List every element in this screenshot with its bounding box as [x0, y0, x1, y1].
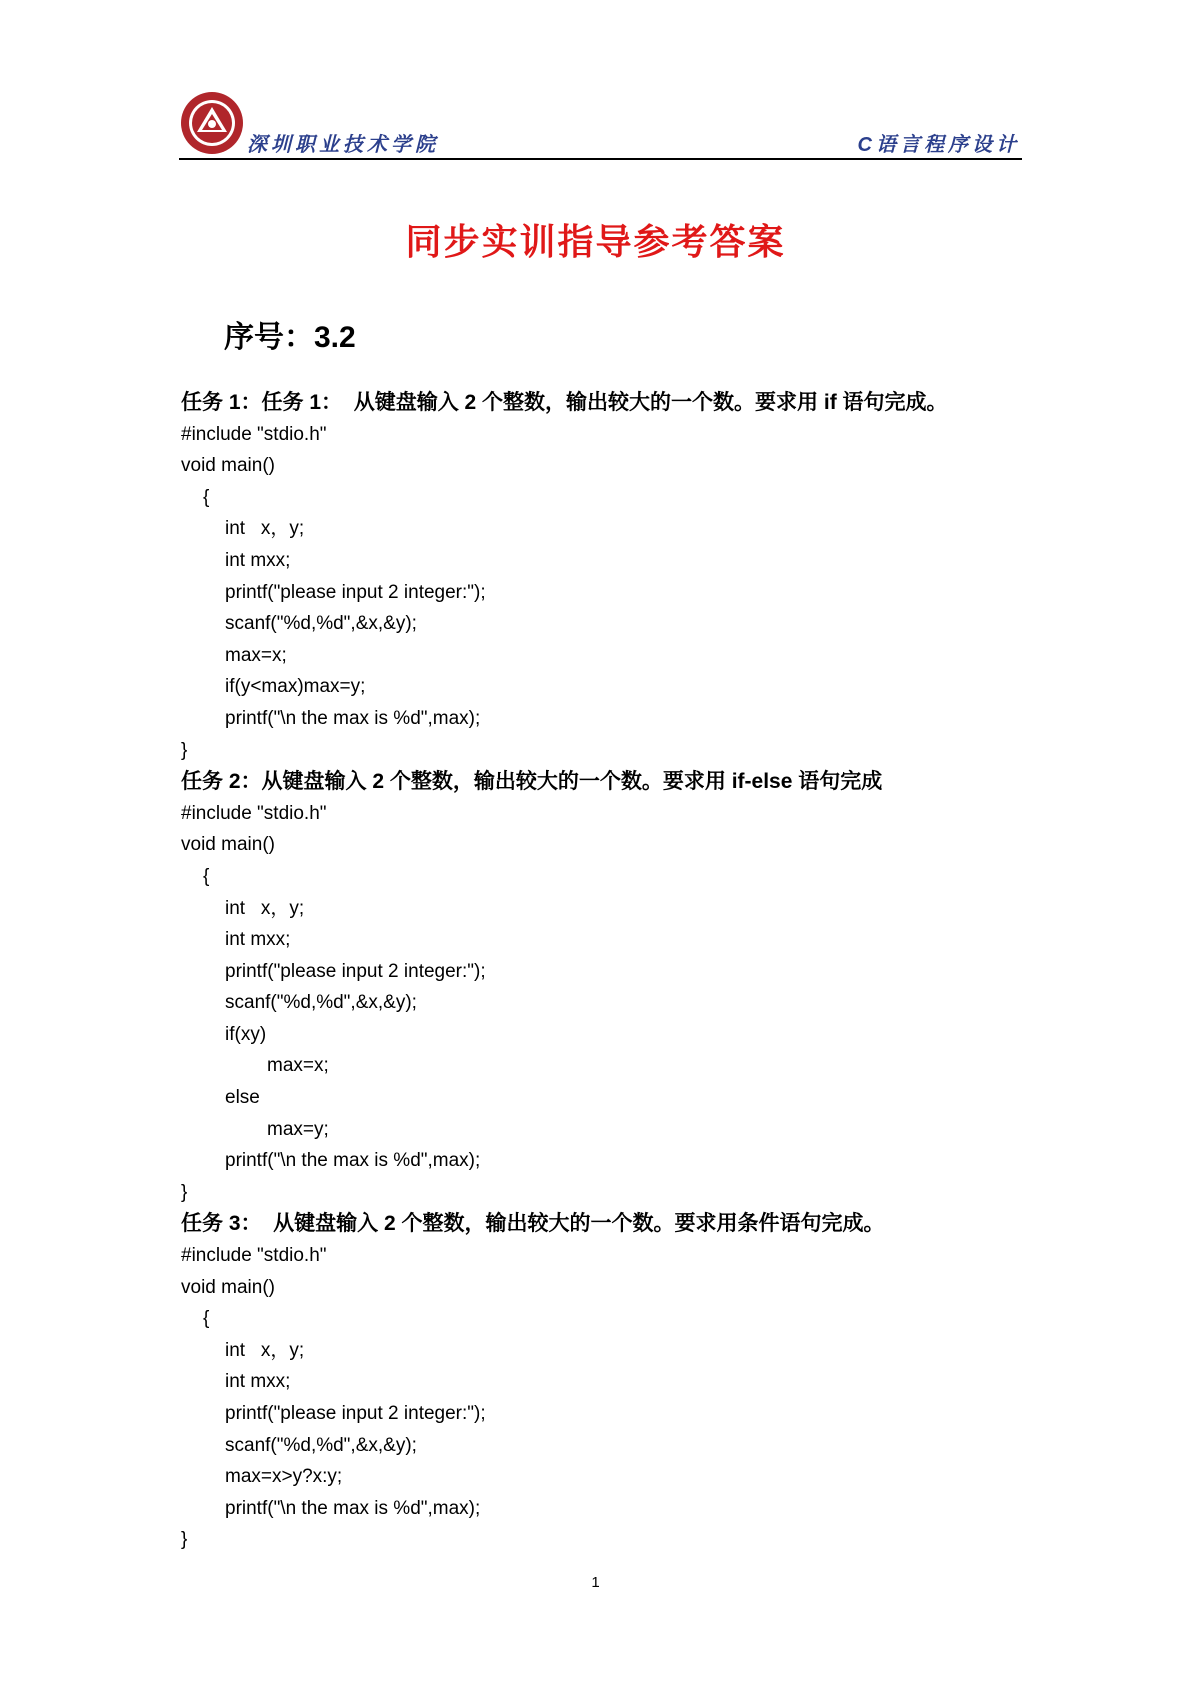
school-name: 深圳职业技术学院: [247, 134, 439, 156]
code-line: }: [181, 1529, 188, 1551]
page-number: 1: [591, 1574, 600, 1591]
code-line: if(y<max)max=y;: [225, 676, 366, 698]
code-line: printf("please input 2 integer:");: [225, 960, 486, 982]
code-line: max=x;: [267, 1055, 329, 1077]
header-divider: [179, 158, 1022, 160]
code-line: scanf("%d,%d",&x,&y);: [225, 1434, 417, 1456]
code-line: int x，y;: [225, 518, 305, 540]
code-line: {: [203, 486, 210, 508]
school-logo-icon: [179, 90, 245, 156]
code-line: int x，y;: [225, 897, 305, 919]
code-line: printf("please input 2 integer:");: [225, 581, 486, 603]
code-line: else: [225, 1087, 260, 1109]
code-line: {: [203, 865, 210, 887]
course-name: C语言程序设计: [857, 134, 1020, 156]
task-heading: 任务 3： 从键盘输入 2 个整数，输出较大的一个数。要求用条件语句完成。: [181, 1212, 885, 1236]
code-line: void main(): [181, 455, 275, 477]
code-line: int mxx;: [225, 1371, 291, 1393]
code-line: #include "stdio.h": [181, 802, 327, 824]
code-line: max=x>y?x:y;: [225, 1466, 343, 1488]
code-line: if(xy): [225, 1023, 267, 1045]
code-line: }: [181, 1181, 188, 1203]
code-line: }: [181, 739, 188, 761]
code-line: void main(): [181, 834, 275, 856]
sequence-number: 序号：3.2: [224, 321, 356, 354]
code-line: max=y;: [267, 1118, 329, 1140]
page-header: [179, 82, 1022, 160]
code-line: max=x;: [225, 644, 287, 666]
task-heading: 任务 2：从键盘输入 2 个整数，输出较大的一个数。要求用 if-else 语句完成: [181, 770, 883, 794]
code-line: scanf("%d,%d",&x,&y);: [225, 992, 417, 1014]
page-title: 同步实训指导参考答案: [405, 221, 786, 262]
code-line: printf("please input 2 integer:");: [225, 1403, 486, 1424]
code-line: printf("\n the max is %d",max);: [225, 1497, 481, 1519]
code-line: int mxx;: [225, 929, 291, 951]
code-line: printf("\n the max is %d",max);: [225, 1150, 481, 1172]
code-line: void main(): [181, 1276, 275, 1298]
code-line: #include "stdio.h": [181, 1245, 327, 1267]
task-heading: 任务 1：任务 1： 从键盘输入 2 个整数，输出较大的一个数。要求用 if 语句完成。: [181, 391, 948, 414]
code-line: scanf("%d,%d",&x,&y);: [225, 613, 417, 635]
code-line: int x，y;: [225, 1339, 305, 1361]
code-line: printf("\n the max is %d",max);: [225, 707, 481, 729]
code-line: #include "stdio.h": [181, 423, 327, 445]
code-line: {: [203, 1308, 210, 1330]
document-body: [181, 387, 1021, 1556]
code-line: int mxx;: [225, 549, 291, 571]
